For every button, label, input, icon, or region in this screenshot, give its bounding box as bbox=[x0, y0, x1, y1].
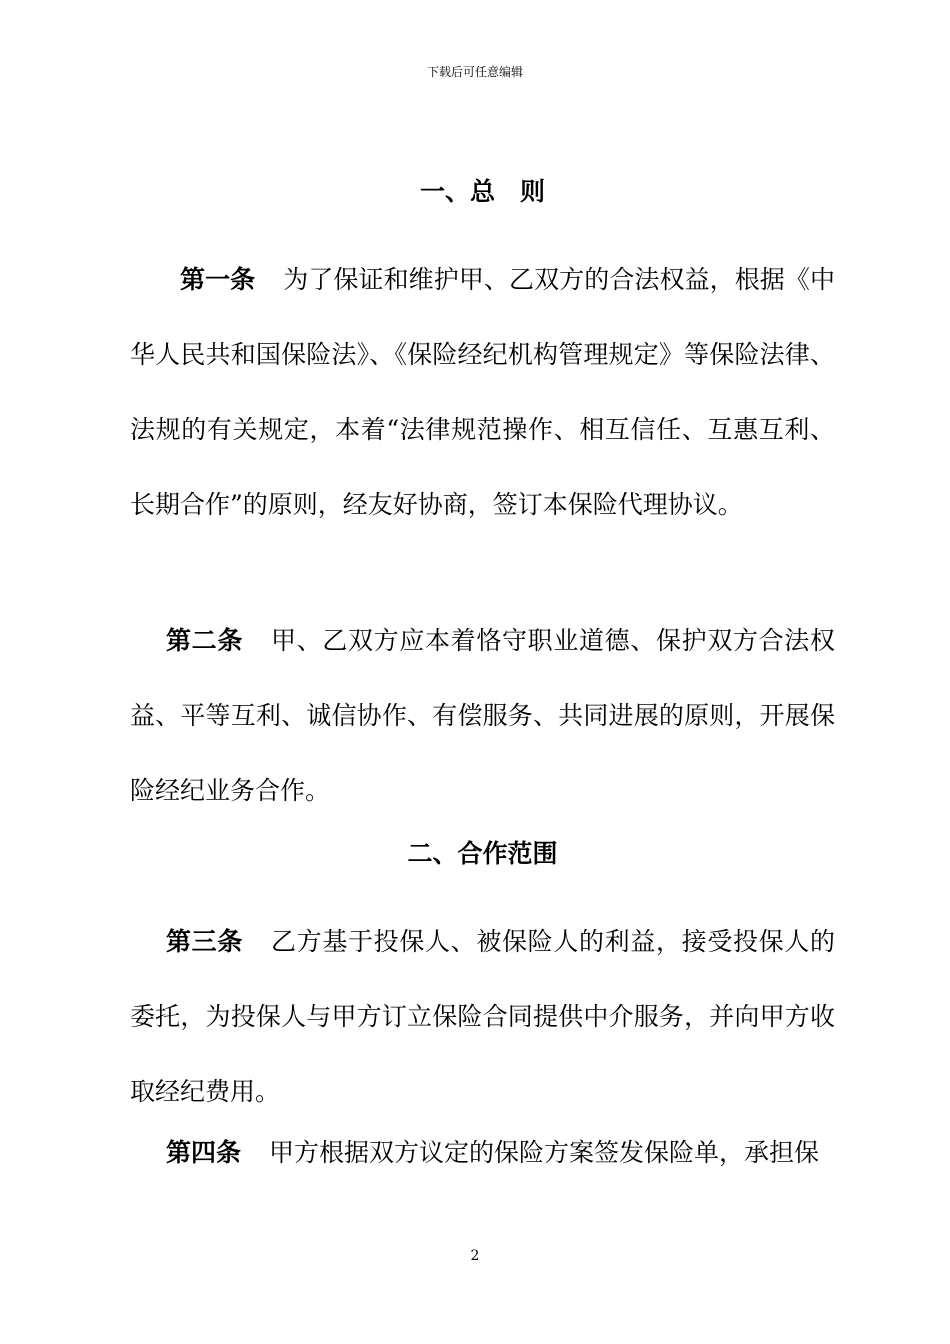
article-3-text: 乙方基于投保人、被保险人的利益，接受投保人的委托，为投保人与甲方订立保险合同提供中介服务，并向甲方收取经纪费用。 bbox=[130, 927, 835, 1106]
article-2 bbox=[130, 603, 835, 828]
article-3 bbox=[130, 904, 835, 1129]
article-1-text: 为了保证和维护甲、乙双方的合法权益，根据《中华人民共和国保险法》、《保险经纪机构管理规定》等保险法律、法规的有关规定，本着“法律规范操作、相互信任、互惠互利、长期合作”的原则，经友好协商，签订本保险代理协议。 bbox=[130, 265, 835, 519]
article-2-label: 第二条 bbox=[166, 626, 243, 655]
page-header: 下载后可任意编辑 bbox=[426, 65, 523, 79]
article-4-label: 第四条 bbox=[166, 1138, 242, 1167]
article-3-label: 第三条 bbox=[166, 927, 243, 956]
article-4 bbox=[130, 1115, 835, 1190]
page-number: 2 bbox=[470, 1248, 480, 1264]
article-4-text: 甲方根据双方议定的保险方案签发保险单，承担保 bbox=[269, 1138, 820, 1167]
article-2-text: 甲、乙双方应本着恪守职业道德、保护双方合法权益、平等互利、诚信协作、有偿服务、共同进展的原则，开展保险经纪业务合作。 bbox=[130, 626, 835, 805]
section-title-general: 一、总 则 bbox=[419, 177, 545, 206]
article-1 bbox=[130, 242, 835, 542]
article-1-label: 第一条 bbox=[180, 265, 256, 294]
section-title-scope: 二、合作范围 bbox=[407, 839, 558, 868]
